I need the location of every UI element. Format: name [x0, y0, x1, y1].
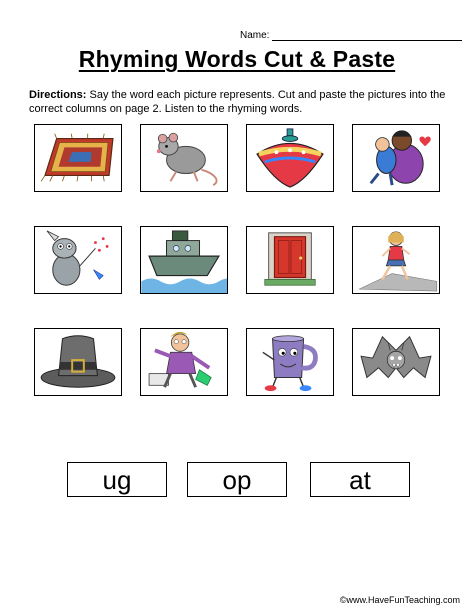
rat-icon: [141, 125, 227, 191]
picture-card[interactable]: [140, 226, 228, 294]
worksheet-title: [0, 46, 474, 73]
mug-icon: [247, 329, 333, 395]
rug-icon: [35, 125, 121, 191]
word-family-label: at: [349, 464, 371, 495]
word-family-box-at: [310, 462, 410, 497]
picture-card[interactable]: [140, 124, 228, 192]
name-field[interactable]: [272, 32, 462, 41]
picture-card[interactable]: [352, 328, 440, 396]
bat-icon: [353, 329, 439, 395]
word-family-label: op: [222, 464, 252, 495]
directions: [29, 88, 461, 116]
picture-card[interactable]: [140, 328, 228, 396]
man-icon: [141, 329, 227, 395]
name-row: [240, 27, 462, 41]
hug-icon: [353, 125, 439, 191]
picture-card[interactable]: [246, 124, 334, 192]
picture-card[interactable]: [352, 124, 440, 192]
door-icon: [247, 227, 333, 293]
top-icon: [247, 125, 333, 191]
word-family-box-op: [187, 462, 287, 497]
page-title: Rhyming Words Cut & Paste: [78, 46, 396, 72]
copyright-footer: ©www.HaveFunTeaching.com: [339, 595, 460, 605]
name-label: Name:: [240, 30, 270, 41]
boat-icon: [141, 227, 227, 293]
picture-card[interactable]: [34, 226, 122, 294]
bug-icon: [35, 227, 121, 293]
picture-card[interactable]: [34, 328, 122, 396]
directions-label: Directions:: [29, 89, 87, 101]
picture-card[interactable]: [352, 226, 440, 294]
girl-icon: [353, 227, 439, 293]
directions-text: Say the word each picture represents. Cut and paste the pictures into the correct columns on page 2. Listen to the rhyming words.: [29, 89, 446, 115]
picture-card[interactable]: [34, 124, 122, 192]
hat-icon: [35, 329, 121, 395]
word-family-box-ug: [67, 462, 167, 497]
word-family-label: ug: [102, 464, 132, 495]
picture-card[interactable]: [246, 328, 334, 396]
picture-card[interactable]: [246, 226, 334, 294]
